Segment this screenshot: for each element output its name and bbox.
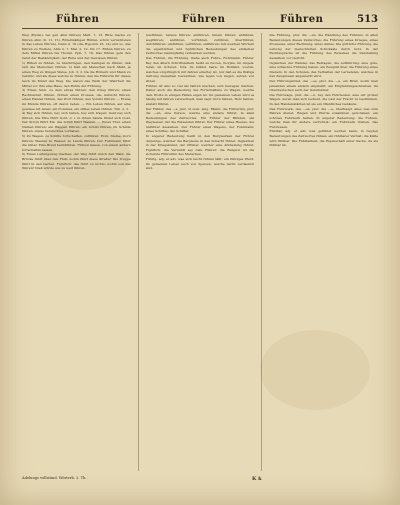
column-2 — [146, 33, 255, 471]
column-3-entry: Die Fuhrwage, plur. die —n, bey den Fuhrleuten, eine Art großer Wagen, deren man sich bedient, die Last der Fracht zu bestimmen. In den Handelsstädten ist sie ein öffentliches Gebäude. — [269, 92, 379, 106]
column-1-entry: 6) Einen Leitungsweg machen; der Weg führt durch den Wald; die Brücke führt über den Fluß; wohin führt diese Straße? Die Treppe führt in den Garten. Figürlich: das führt zu nichts; wohin soll das führen? Dieß würde uns zu weit führen. — [22, 152, 131, 171]
header-right-headword: Führen — [280, 14, 324, 25]
header-middle-headword: Führen — [182, 14, 226, 25]
column-2-entry: Der Führer, des —s, plur. ut nom. sing. Fämin. die Führerinn, plur. die —en, eine Person, welche eine andere führet, in allen Bedeutungen des Zeitwortes. Ein Führer der Blinden, ein Wegweiser, der die Reisenden führet. Der Führer eines Heeres, der Anführer desselben. Der Führer eines Wagens, der Fuhrmann; eines Schiffes, der Schiffer. — [145, 106, 255, 134]
column-1-entry: 1) Rühen zu führen, zu überbringen, den Seinigen zu führen, daß sich die Menschen führen. 2) Daß ein Menschen nach Mahl, ja einen Weg zu Dingen Weise, Joh. 3, 2. Da die Römern und Mann zu Gebühr, und als diese welche zu führen, den die Führerin für dieses nach im Mund des Weg. Sie waren das Werk der Wahrheit die Mittel vor ihm eine Haus, den Ruhm der Führung. — [22, 60, 131, 88]
header-left-headword: Führen — [56, 14, 100, 25]
text-columns — [22, 33, 378, 471]
running-header — [22, 14, 378, 29]
column-3-entry: Ingleichen der Wandel, das Betragen, die Aufführung; eine gute, eine schlechte Führung haben; ein Zeugniß über die Führung eines Dieners. In den Schulen, das Verhalten der Lernenden, welches in den Zeugnissen angemerkt wird. — [269, 60, 379, 79]
column-1 — [22, 33, 131, 471]
column-3-entry: Fühlbar, adj. et adv. was gefühlet werden kann, in beyden Bedeutungen des Zeitwortes fühlen; ein fühlbarer Verlust; die Kälte wird fühlbar. Die Fühlbarkeit, die Eigenschaft einer Sache, da sie fühlbar ist. — [269, 129, 379, 148]
column-2-entry: Ausführen, heraus führen; einführen, hinein führen; abführen, wegführen; anführen, vorführen, zuführen, überführen, durchführen, umführen, verführen, entführen; mit welchen Wörtern die eigentlichen und figürlichen Bedeutungen des einfachen Zeitwortes mannigfaltig verbunden werden. — [145, 33, 255, 56]
column-1-entry: Weg (Hymn), bei gen Ahm führen) Matt. 7, 13. Bitte mache zu führen Ahm (9. 11, 15), Rittermäßigen Hülfen, schön vernichteten in das Leben führen), Dann 4. 16 (die Hypomn 16, 14) und so, das führen zu Wellen), Ahm 2. 7, Mal, 2, 12. Dn 17. Rühen fuhren, zu dem Mittel führen bis Thoren. Eph. 7, 16, Das führen geln den Geist der Beständigkeit, der Ruhe und der Gewissen führen. — [22, 33, 131, 60]
column-1-entry: 5) Zu Wagen, zu Schiffe fortschaffen, zuführen: Holz, Steine, Korn führen; Waaren zu Wasser, zu Lande führen. Der Fuhrmann führt die Güter. Eine Braut heimführen. Führen lassen, von einem andern fortschaffen lassen. — [22, 134, 131, 152]
column-2-entry: Führen ist also so viel als fahren machen, sich bewegen machen. Daher auch die Bedeutung des Fortschaffens zu Wagen, welche dem Worte in einigen Fällen eigen ist. Im gemeinen Leben wird es häufig mit fahren verwechselt, man sagt: Korn fahren, Holz fahren, anstatt führen. — [145, 83, 255, 106]
column-1-entry: 3) Einen Sinn, zu dem etwas führen: den Krieg führen; einen Rechtsstreit führen, führen einen Prozess; die Aufsicht führen, einen Handel führen, das Wort führen, den Vorsitz führen. — Etwas im Munde führen, oft davon reden. — Ein Leben führen, auf eine gewisse Art leben; ein frommes, ein stilles Leben führen, Tim. 2, 2. — [22, 88, 131, 111]
page-number: 513 — [357, 14, 378, 25]
column-2-entry: Führig, adj. et adv. was sich leicht führen läßt; ein führiges Pferd. Im gemeinen Leben auch von Speisen, welche leicht verdaulich sind. — [145, 157, 255, 171]
column-2-entry: In engerer Bedeutung heißt in den Bergwerken der Führer derjenige, welcher die Bergleute in den Schacht führet. Ingleichen in der Kriegskunst, der Offizier, welcher eine Abtheilung führet. Figürlich: die Vernunft sey dein Führer; die Religion ist die sicherste Führerinn des Menschen. — [145, 134, 255, 157]
column-2-entry: Das Führen, die Führung. Siehe auch Fuhre, Fuhrmann, Führer. Bey den ältern Schriftstellern heißt es fuoren, fuorjan, im Angels. feran, im Schwed. föra, im Isländ. færa, im Holländ. voeren, welches ursprünglich mit fahren einerley ist, nur daß es die thätige Gattung desselben bezeichnet, wie legen von liegen, setzen von sitzen. — [145, 55, 255, 83]
column-3 — [269, 33, 378, 471]
column-3-entry: Das Fuhrwerk, des —es, plur. die —e, überhaupt alles was zum Fahren dienet, Wagen und Pferde zusammen genommen; ein schönes Fuhrwerk halten. In engerer Bedeutung, die Fuhren, welche man für andere verrichtet; ein Fuhrwerk treiben, das Fuhrwesen. — [269, 106, 379, 129]
page-footer — [22, 474, 378, 486]
signature-mark: K k — [252, 476, 262, 482]
footer-note: Adelungs vollständ. Wörterb. 2. Th. — [22, 476, 87, 480]
column-1-entry: 4) Bey sich führen, bey sich haben, bey sich tragen; Geld bey sich führen. Die Elbe führt Gold, d. i. in ihrem Sande findet sich Gold. Der Strom führt Eis; das Schiff führt Waaren. — Einen Titel, einen Namen führen; ein Wappen führen; ein Schild führen, im Schilde führen, etwas Verstecktes vorhaben. — [22, 111, 131, 134]
column-divider — [138, 33, 139, 471]
column-3-entry: Der Führungsbrief, des —es, plur. die —e, ein Brief, worin man jemanden einem andern empfiehlt, ein Empfehlungsschreiben. Im Oberdeutschen auch der Geleitsbrief. — [269, 78, 379, 93]
column-3-entry: Die Führung, plur. die —en, die Handlung des Führens, in allen Bedeutungen dieses Zeitwortes; die Führung eines Krieges, eines Prozesses, einer Rechnung, eines Amtes. Die göttliche Führung, die Leitung der menschlichen Schicksale durch Gott. In der Rechtssprache ist die Führung des Beweises die Darstellung desselben vor Gericht. — [269, 33, 379, 60]
column-divider — [261, 33, 262, 471]
